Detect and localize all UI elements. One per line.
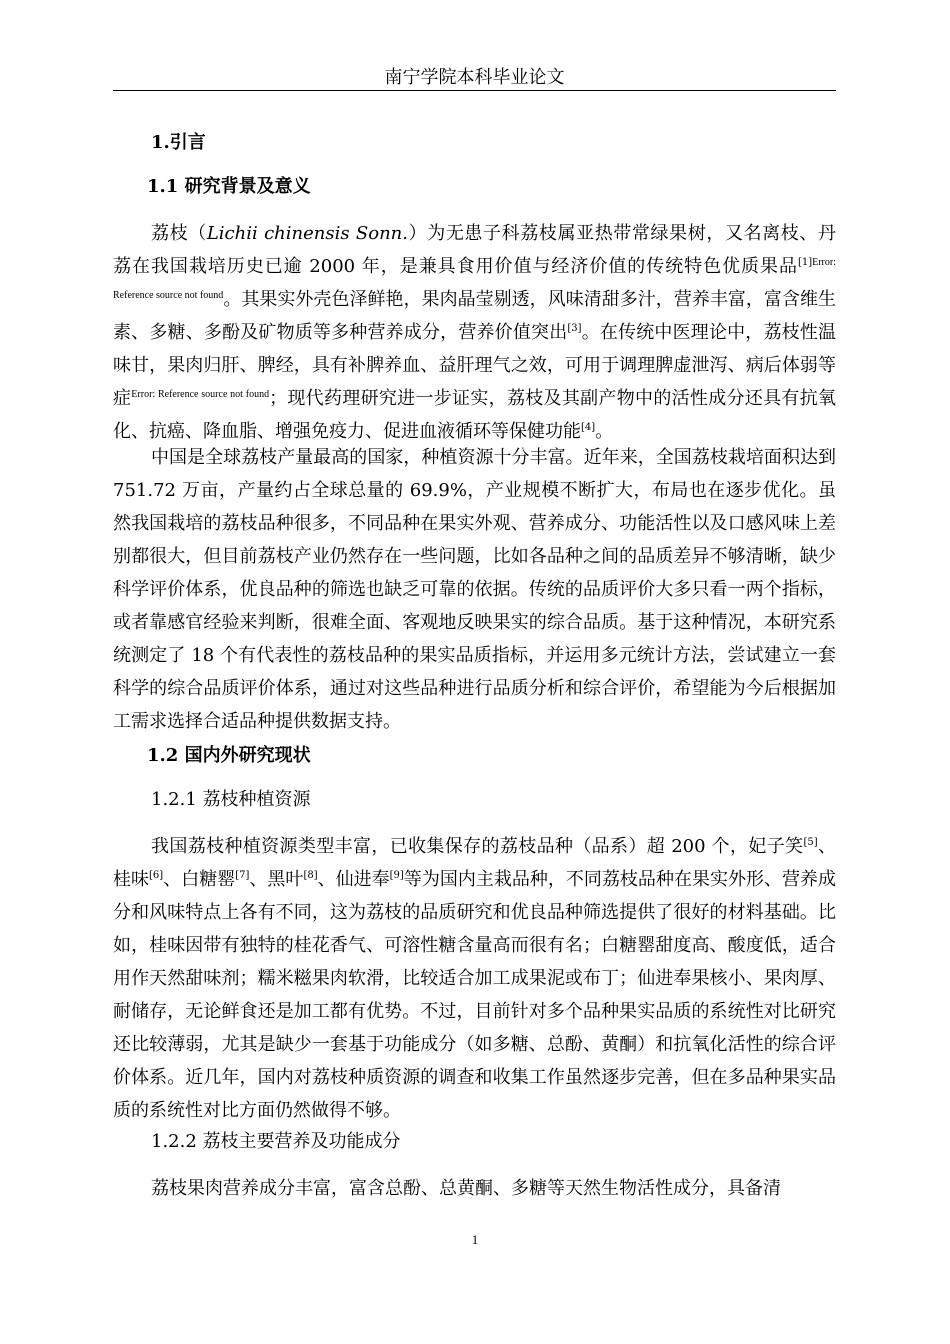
paragraph-nutrition: 荔枝果肉营养成分丰富，富含总酚、总黄酮、多糖等天然生物活性成分，具备清 — [151, 1178, 781, 1199]
section-1-2-1-heading: 1.2.1 荔枝种植资源 — [151, 789, 311, 810]
page-number: 1 — [471, 1232, 479, 1247]
citation: [1] — [797, 257, 813, 268]
paragraph-background-1: 荔枝（Lichii chinensis Sonn.）为无患子科荔枝属亚热带常绿果树，又名离枝、丹荔在我国栽培历史已逾 2000 年，是兼具食用价值与经济价值的传统特色优质果品$^{[1]Error: Reference source not found}$。其果实外壳色泽鲜艳，果肉晶莹剔透，风味清甜多汁，营养丰富，富含维生素、多糖、多酚及矿物质等多种营养成分，营养价值突出[3]。在传统中医理论中，荔枝性温味甘，果肉归肝、脾经，具有补脾养血、益肝理气之效，可用于调理脾虚泄泻、病后体弱等症$^{Error: Reference source not found}$；现代药理研究进一步证实，荔枝及其副产物中的活性成分还具有抗氧化、抗癌、降血脂、增强免疫力、促进血液循环等保健功能[4]。 — [113, 223, 837, 442]
citation: [3] — [567, 323, 582, 334]
citation: [5] — [803, 837, 818, 848]
citation: [7] — [235, 870, 250, 881]
section-1-1-heading: 1.1 研究背景及意义 — [147, 176, 311, 197]
reference-error: Error: Reference source not found — [113, 257, 836, 301]
paragraph-background-2: 中国是全球荔枝产量最高的国家，种植资源十分丰富。近年来，全国荔枝栽培面积达到 751.72 万亩，产量约占全球总量的 69.9%，产业规模不断扩大，布局也在逐步优化。虽然我国栽培的荔枝品种很多，不同品种在果实外观、营养成分、功能活性以及口感风味上差别都很大，但目前荔枝产业仍然存在一些问题，比如各品种之间的品质差异不够清晰，缺少科学评价体系，优良品种的筛选也缺乏可靠的依据。传统的品质评价大多只看一两个指标，或者靠感官经验来判断，很难全面、客观地反映果实的综合品质。基于这种情况，本研究系统测定了 18 个有代表性的荔枝品种的果实品质指标，并运用多元统计方法，尝试建立一套科学的综合品质评价体系，通过对这些品种进行品质分析和综合评价，希望能为今后根据加工需求选择合适品种提供数据支持。 — [113, 447, 836, 732]
section-1-heading: 1.引言 — [151, 132, 206, 153]
reference-error: Error: Reference source not found — [131, 389, 270, 400]
section-1-2-heading: 1.2 国内外研究现状 — [147, 745, 311, 766]
citation: [9] — [389, 870, 404, 881]
citation: [6] — [149, 870, 164, 881]
header-rule — [113, 90, 836, 91]
running-header: 南宁学院本科毕业论文 — [384, 67, 565, 88]
citation: [8] — [303, 870, 318, 881]
section-1-2-2-heading: 1.2.2 荔枝主要营养及功能成分 — [151, 1131, 401, 1152]
citation: [4] — [581, 422, 596, 433]
latin-name: Lichii chinensis Sonn. — [206, 223, 408, 244]
paragraph-resources: 我国荔枝种植资源类型丰富，已收集保存的荔枝品种（品系）超 200 个，妃子笑[5]、桂味[6]、白糖罂[7]、黑叶[8]、仙进奉[9]等为国内主栽品种，不同荔枝品种在果实外形、营养成分和风味特点上各有不同，这为荔枝的品质研究和优良品种筛选提供了很好的材料基础。比如，桂味因带有独特的桂花香气、可溶性糖含量高而很有名；白糖罂甜度高、酸度低，适合用作天然甜味剂；糯米糍果肉软滑，比较适合加工成果泥或布丁；仙进奉果核小、果肉厚、耐储存，无论鲜食还是加工都有优势。不过，目前针对多个品种果实品质的系统性对比研究还比较薄弱，尤其是缺少一套基于功能成分（如多糖、总酚、黄酮）和抗氧化活性的综合评价体系。近几年，国内对荔枝种质资源的调查和收集工作虽然逐步完善，但在多品种果实品质的系统性对比方面仍然做得不够。 — [113, 836, 837, 1121]
